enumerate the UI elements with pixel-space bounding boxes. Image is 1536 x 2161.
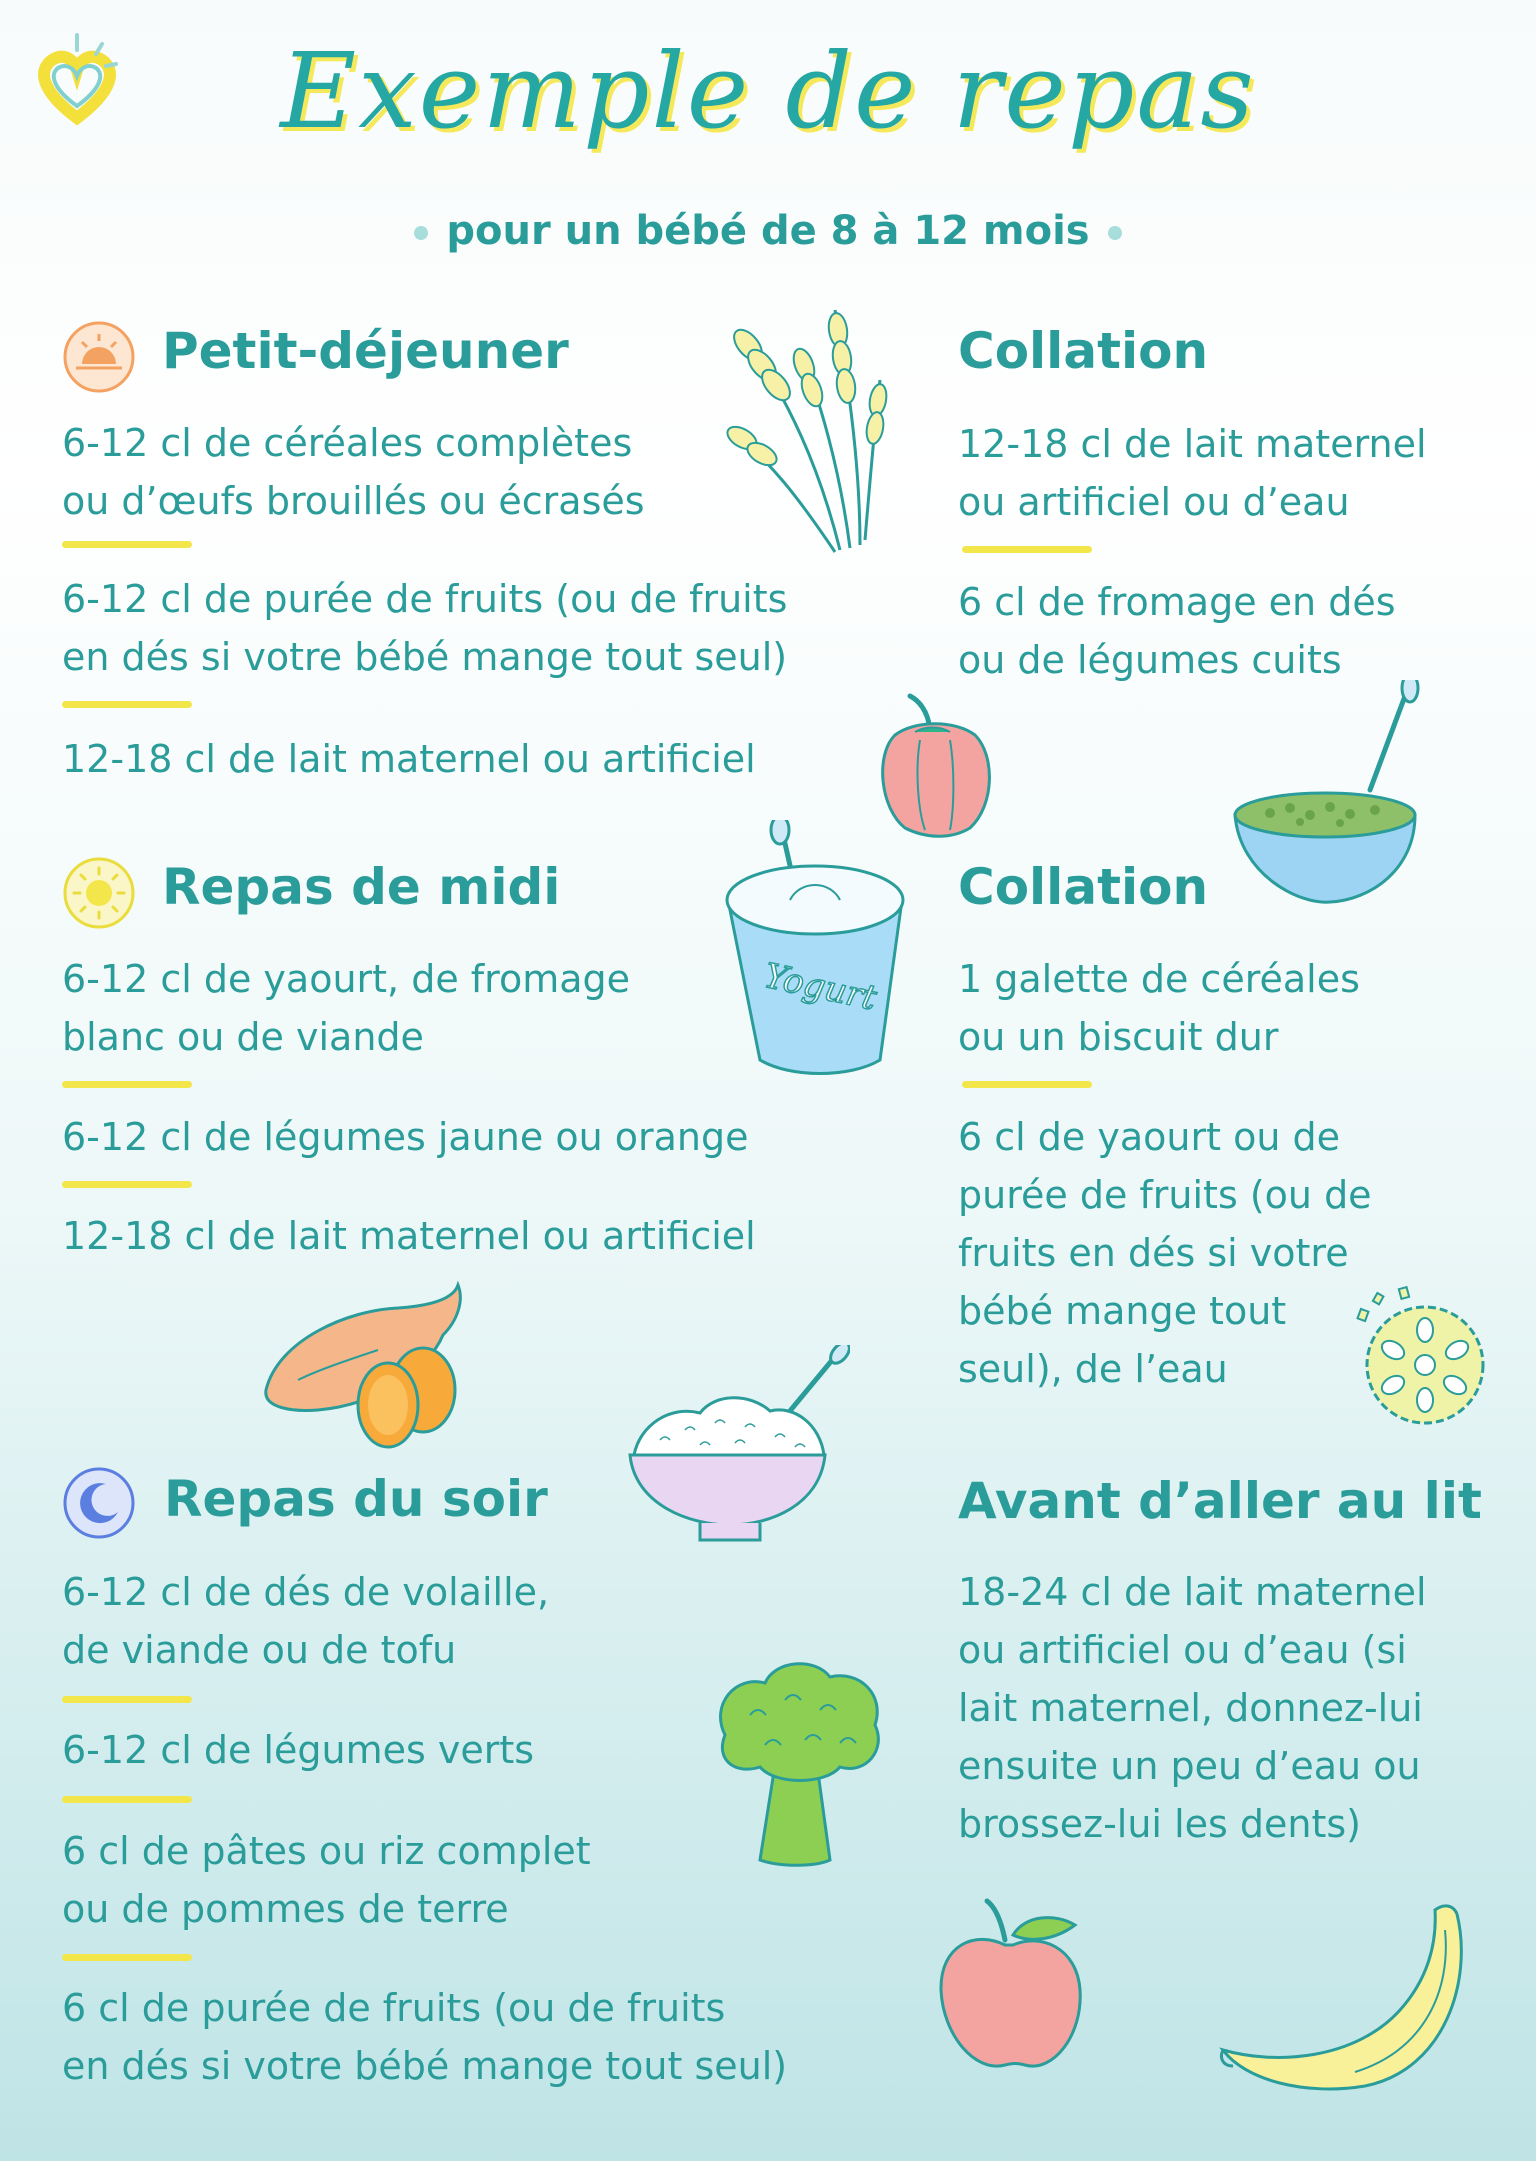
list-item xyxy=(62,730,756,788)
item-line: 12-18 cl de lait maternel ou artificiel xyxy=(62,1214,756,1258)
page-title: Exemple de repas xyxy=(280,30,1256,152)
item-line: 6 cl de yaourt ou de xyxy=(958,1115,1340,1159)
list-item xyxy=(958,1108,1372,1398)
item-line: en dés si votre bébé mange tout seul) xyxy=(62,2044,788,2088)
list-item xyxy=(62,414,645,530)
item-line: 6 cl de pâtes ou riz complet xyxy=(62,1829,591,1873)
item-line: 6-12 cl de purée de fruits (ou de fruits xyxy=(62,577,788,621)
page-subtitle xyxy=(0,208,1536,254)
separator xyxy=(962,1081,1092,1088)
list-item xyxy=(62,1979,787,2095)
bowl-peas-icon xyxy=(1230,680,1420,910)
section-title-snack-afternoon: Collation xyxy=(958,858,1209,916)
item-line: purée de fruits (ou de xyxy=(958,1173,1372,1217)
item-line: brossez-lui les dents) xyxy=(958,1802,1361,1846)
separator xyxy=(62,1081,192,1088)
item-line: 1 galette de céréales xyxy=(958,957,1360,1001)
item-line: 6 cl de fromage en dés xyxy=(958,580,1396,624)
item-line: 6-12 cl de légumes verts xyxy=(62,1728,535,1772)
item-line: 12-18 cl de lait maternel ou artificiel xyxy=(62,737,756,781)
item-line: 12-18 cl de lait maternel xyxy=(958,422,1427,466)
section-title-breakfast: Petit-déjeuner xyxy=(162,322,569,380)
item-line: de viande ou de tofu xyxy=(62,1628,457,1672)
item-line: ou de légumes cuits xyxy=(958,638,1342,682)
item-line: seul), de l’eau xyxy=(958,1347,1228,1391)
list-item xyxy=(62,1207,756,1265)
list-item xyxy=(958,1563,1427,1853)
list-item xyxy=(62,1721,534,1779)
list-item xyxy=(958,950,1360,1066)
separator xyxy=(962,546,1092,553)
list-item xyxy=(62,1108,748,1166)
section-title-lunch: Repas de midi xyxy=(162,858,561,916)
yogurt-cup-icon xyxy=(720,820,910,1080)
list-item xyxy=(62,570,787,686)
item-line: lait maternel, donnez-lui xyxy=(958,1686,1423,1730)
list-item xyxy=(62,950,630,1066)
list-item xyxy=(958,573,1396,689)
sun-icon xyxy=(62,856,136,930)
separator xyxy=(62,701,192,708)
apple-icon xyxy=(935,1895,1085,2075)
rice-bowl-icon xyxy=(620,1345,850,1545)
item-line: blanc ou de viande xyxy=(62,1015,424,1059)
section-title-snack-morning: Collation xyxy=(958,322,1209,380)
item-line: ou un biscuit dur xyxy=(958,1015,1279,1059)
banana-icon xyxy=(1215,1890,1475,2100)
section-title-dinner: Repas du soir xyxy=(164,1470,548,1528)
broccoli-icon xyxy=(705,1655,890,1870)
item-line: 6-12 cl de dés de volaille, xyxy=(62,1570,550,1614)
item-line: fruits en dés si votre xyxy=(958,1231,1349,1275)
moon-icon xyxy=(62,1466,136,1540)
item-line: ou de pommes de terre xyxy=(62,1887,509,1931)
item-line: 6-12 cl de céréales complètes xyxy=(62,421,633,465)
bell-pepper-icon xyxy=(870,690,1000,840)
item-line: ou artificiel ou d’eau (si xyxy=(958,1628,1407,1672)
list-item xyxy=(62,1822,591,1938)
item-line: en dés si votre bébé mange tout seul) xyxy=(62,635,788,679)
bullet-dot-icon xyxy=(1108,226,1122,240)
separator xyxy=(62,1796,192,1803)
yogurt-label: Yogurt xyxy=(760,955,880,1019)
separator xyxy=(62,1181,192,1188)
item-line: 6-12 cl de légumes jaune ou orange xyxy=(62,1115,749,1159)
sunrise-icon xyxy=(62,320,136,394)
item-line: ensuite un peu d’eau ou xyxy=(958,1744,1421,1788)
item-line: ou d’œufs brouillés ou écrasés xyxy=(62,479,645,523)
item-line: 6 cl de purée de fruits (ou de fruits xyxy=(62,1986,726,2030)
separator xyxy=(62,541,192,548)
subtitle-text: pour un bébé de 8 à 12 mois xyxy=(446,208,1090,254)
item-line: 18-24 cl de lait maternel xyxy=(958,1570,1427,1614)
section-title-bedtime: Avant d’aller au lit xyxy=(958,1472,1482,1530)
item-line: bébé mange tout xyxy=(958,1289,1287,1333)
wheat-icon xyxy=(700,290,900,560)
list-item xyxy=(62,1563,549,1679)
bullet-dot-icon xyxy=(414,226,428,240)
item-line: ou artificiel ou d’eau xyxy=(958,480,1350,524)
cereal-puff-icon xyxy=(1345,1280,1495,1430)
separator xyxy=(62,1954,192,1961)
separator xyxy=(62,1696,192,1703)
list-item xyxy=(958,415,1427,531)
sweet-potato-icon xyxy=(258,1280,488,1450)
item-line: 6-12 cl de yaourt, de fromage xyxy=(62,957,631,1001)
